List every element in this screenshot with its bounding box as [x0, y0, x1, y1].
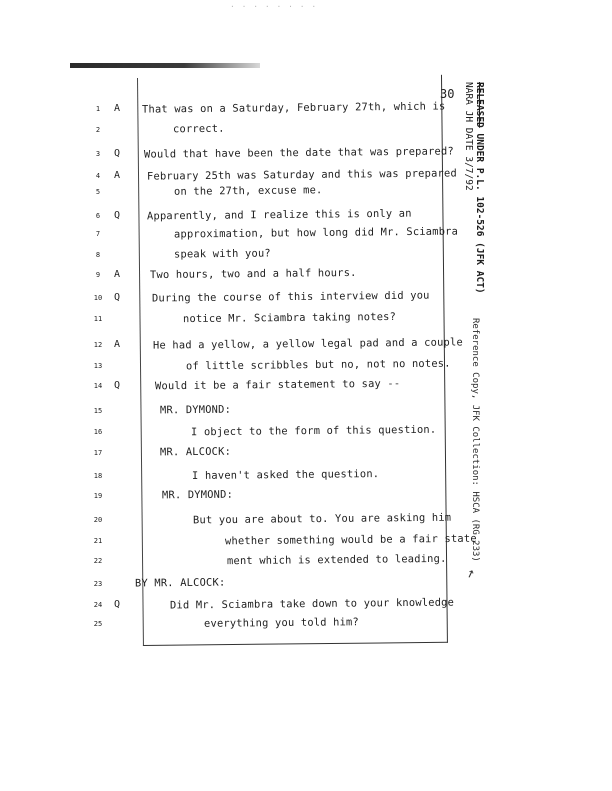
transcript-line: [0, 532, 477, 549]
line-text: whether something would be a fair state: [224, 532, 477, 548]
line-number: 7: [95, 230, 101, 238]
transcript-line: [0, 226, 470, 242]
transcript-line: [0, 403, 470, 419]
line-number: 18: [93, 472, 103, 480]
transcript-line: [0, 208, 470, 224]
line-number: 1: [95, 105, 101, 113]
line-number: 21: [93, 537, 103, 545]
line-number: 4: [95, 172, 101, 180]
transcript-line: [0, 184, 470, 200]
transcript-line: [0, 488, 470, 504]
line-number: 5: [95, 188, 101, 196]
margin-mark: ↗: [463, 564, 477, 582]
line-text: I haven't asked the question.: [191, 468, 380, 482]
transcript-line: [0, 122, 470, 138]
line-number: 25: [93, 620, 103, 628]
line-text: Would it be a fair statement to say --: [154, 377, 401, 393]
line-number: 14: [93, 382, 103, 390]
transcript-line: [0, 424, 470, 440]
line-text: speak with you?: [173, 247, 271, 261]
line-text: Two hours, two and a half hours.: [149, 266, 357, 282]
reference-note: Reference Copy, JFK Collection: HSCA (RG 233): [470, 318, 480, 562]
line-number: 10: [93, 294, 103, 302]
line-text: approximation, but how long did Mr. Sciambra: [173, 225, 459, 241]
line-text: ment which is extended to leading.: [226, 552, 447, 568]
line-number: 6: [95, 212, 101, 220]
line-text: Did Mr. Sciambra take down to your knowledge: [169, 596, 455, 612]
transcript-line: [0, 146, 470, 162]
line-text: notice Mr. Sciambra taking notes?: [182, 310, 397, 326]
speaker-marker: Q: [114, 380, 121, 391]
line-number: 11: [93, 315, 103, 323]
line-number: 24: [93, 601, 103, 609]
transcript-line: [0, 311, 470, 327]
line-text: February 25th was Saturday and this was prepared: [146, 167, 457, 183]
speaker-marker: A: [114, 269, 121, 280]
speaker-marker: Q: [114, 148, 121, 159]
transcript-line: [0, 616, 470, 632]
line-text: correct.: [172, 122, 225, 136]
transcript-line: [0, 267, 470, 283]
speaker-marker: A: [114, 339, 121, 350]
line-number: 20: [93, 516, 103, 524]
speaker-marker: A: [114, 103, 121, 114]
line-text: During the course of this interview did you: [151, 289, 430, 305]
header-faint-text: · · · · · · · ·: [230, 2, 318, 11]
transcript-line: [0, 168, 470, 184]
stamp-released-word: RELEASED: [474, 82, 485, 128]
line-text: MR. DYMOND:: [159, 403, 232, 417]
transcript-line: [0, 358, 470, 374]
transcript-line: [0, 337, 470, 353]
line-text: MR. ALCOCK:: [159, 445, 232, 459]
speaker-marker: Q: [114, 599, 121, 610]
line-number: 8: [95, 251, 101, 259]
line-text: That was on a Saturday, February 27th, which is: [141, 100, 446, 116]
stamp-release-text: UNDER P.L. 102-526 (JFK ACT): [474, 133, 485, 294]
line-number: 13: [93, 362, 103, 370]
line-text: Would that have been the date that was prepared?: [143, 145, 454, 161]
line-number: 17: [93, 449, 103, 457]
line-text: Apparently, and I realize this is only an: [146, 207, 412, 223]
speaker-marker: Q: [114, 292, 121, 303]
line-text: of little scribbles but no, not no notes.: [185, 357, 451, 373]
line-text: But you are about to. You are asking him: [192, 511, 452, 527]
line-number: 15: [93, 407, 103, 415]
line-number: 12: [93, 341, 103, 349]
line-number: 2: [95, 126, 101, 134]
line-text: BY MR. ALCOCK:: [134, 576, 226, 590]
speaker-marker: A: [114, 170, 121, 181]
line-number: 9: [95, 271, 101, 279]
line-text: everything you told him?: [203, 616, 359, 630]
line-text: I object to the form of this question.: [190, 423, 437, 439]
line-number: 3: [95, 150, 101, 158]
line-text: on the 27th, excuse me.: [173, 184, 323, 198]
transcript-line: [0, 290, 470, 306]
transcript-line: [0, 468, 470, 484]
line-text: He had a yellow, a yellow legal pad and a couple: [152, 336, 463, 352]
speaker-marker: Q: [114, 210, 121, 221]
stamp-nara-line: NARA JH DATE 3/7/92: [463, 82, 474, 191]
transcript-line: [0, 576, 470, 592]
transcript-line: [0, 378, 470, 394]
transcript-line: [0, 553, 470, 569]
transcript-line: [0, 512, 470, 528]
transcript-line: [0, 247, 470, 263]
transcript-line: [0, 597, 470, 613]
page-number: 30: [440, 87, 455, 101]
line-number: 23: [93, 580, 103, 588]
transcript-line: [0, 445, 470, 461]
line-number: 19: [93, 492, 103, 500]
transcript-line: [0, 101, 470, 117]
line-number: 22: [93, 557, 103, 565]
line-text: MR. DYMOND:: [161, 488, 234, 502]
line-number: 16: [93, 428, 103, 436]
